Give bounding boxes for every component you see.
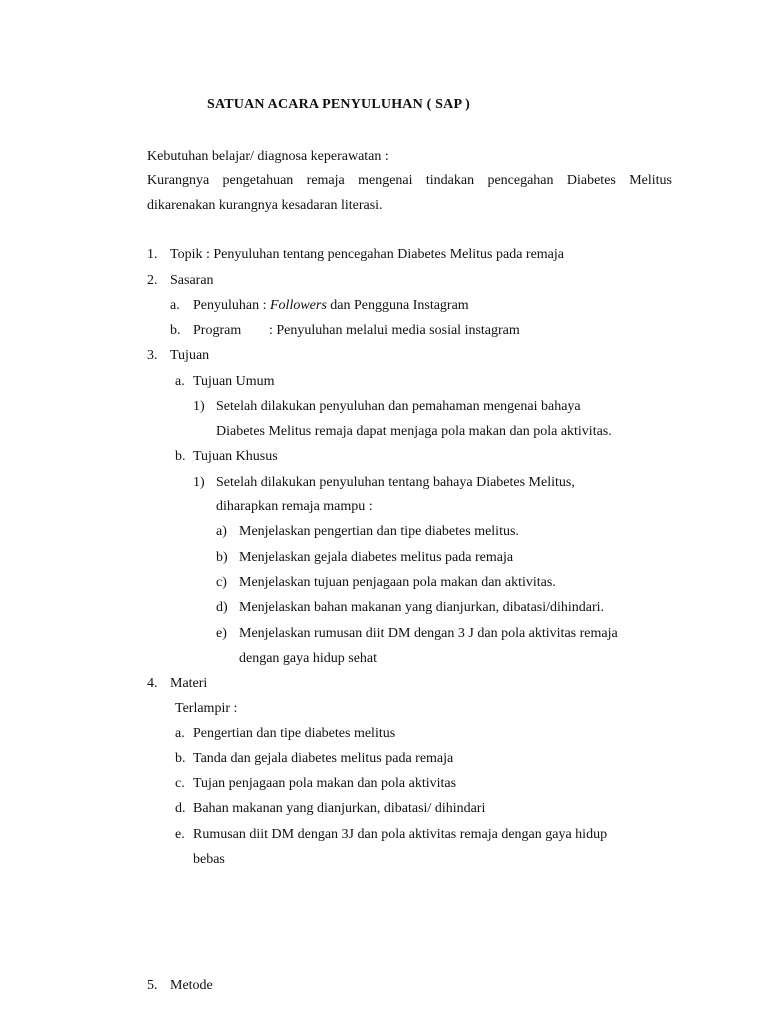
section-3b-1-line-1: Setelah dilakukan penyuluhan tentang bahaya Diabetes Melitus,	[216, 475, 575, 490]
section-3a-1-line-2: Diabetes Melitus remaja dapat menjaga pola makan dan pola aktivitas.	[216, 424, 612, 439]
objective-item: Menjelaskan rumusan diit DM dengan 3 J dan pola aktivitas remaja	[239, 626, 618, 641]
section-1-number: 1.	[147, 247, 158, 262]
section-2a-text	[193, 297, 469, 315]
material-item: Tanda dan gejala diabetes melitus pada remaja	[193, 751, 454, 766]
intro-line-2: dikarenakan kurangnya kesadaran literasi.	[147, 198, 383, 213]
objective-item-marker: d)	[216, 600, 228, 615]
section-3a-marker: a.	[175, 374, 185, 389]
objective-item: Menjelaskan tujuan penjagaan pola makan dan aktivitas.	[239, 575, 556, 590]
section-2b-rest: : Penyuluhan melalui media sosial instagram	[269, 323, 520, 338]
section-2a-italic: Followers	[270, 298, 327, 313]
objective-item-marker: b)	[216, 550, 228, 565]
section-3-number: 3.	[147, 348, 158, 363]
section-4-number: 4.	[147, 676, 158, 691]
section-2a-marker: a.	[170, 298, 180, 313]
section-3b-1-marker: 1)	[193, 475, 205, 490]
section-3b-marker: b.	[175, 449, 186, 464]
intro-label: Kebutuhan belajar/ diagnosa keperawatan :	[147, 149, 389, 164]
material-item-marker: d.	[175, 801, 186, 816]
section-2b-marker: b.	[170, 323, 181, 338]
objective-item-marker: e)	[216, 626, 227, 641]
section-3a-1-marker: 1)	[193, 399, 205, 414]
section-5-heading: Metode	[170, 978, 213, 993]
section-2-number: 2.	[147, 273, 158, 288]
section-3a-label: Tujuan Umum	[193, 374, 275, 389]
material-item-marker: e.	[175, 827, 185, 842]
material-item: Tujan penjagaan pola makan dan pola aktivitas	[193, 776, 457, 791]
document-title: SATUAN ACARA PENYULUHAN ( SAP )	[207, 97, 471, 112]
objective-item: Menjelaskan gejala diabetes melitus pada remaja	[239, 550, 514, 565]
section-4-sub: Terlampir :	[175, 701, 238, 716]
section-2a-rest: dan Pengguna Instagram	[330, 298, 469, 313]
material-item: Bahan makanan yang dianjurkan, dibatasi/ dihindari	[193, 801, 486, 816]
material-item-continuation: bebas	[193, 852, 225, 867]
section-5-number: 5.	[147, 978, 158, 993]
section-3-heading: Tujuan	[170, 348, 210, 363]
objective-item-continuation: dengan gaya hidup sehat	[239, 651, 378, 666]
section-2-heading: Sasaran	[170, 273, 214, 288]
section-1-topic: Topik : Penyuluhan tentang pencegahan Diabetes Melitus pada remaja	[170, 247, 565, 262]
material-item-marker: a.	[175, 726, 185, 741]
section-2a-label: Penyuluhan :	[193, 298, 267, 313]
section-3a-1-line-1: Setelah dilakukan penyuluhan dan pemahaman mengenai bahaya	[216, 399, 581, 414]
material-item-marker: b.	[175, 751, 186, 766]
objective-item: Menjelaskan pengertian dan tipe diabetes melitus.	[239, 524, 519, 539]
intro-line-1: Kurangnya pengetahuan remaja mengenai tindakan pencegahan Diabetes Melitus	[147, 173, 672, 188]
section-2b-label: Program	[193, 323, 242, 338]
material-item: Rumusan diit DM dengan 3J dan pola aktivitas remaja dengan gaya hidup	[193, 827, 608, 842]
section-3b-label: Tujuan Khusus	[193, 449, 278, 464]
section-4-heading: Materi	[170, 676, 208, 691]
objective-item: Menjelaskan bahan makanan yang dianjurkan, dibatasi/dihindari.	[239, 600, 605, 615]
material-item: Pengertian dan tipe diabetes melitus	[193, 726, 396, 741]
objective-item-marker: c)	[216, 575, 227, 590]
objective-item-marker: a)	[216, 524, 227, 539]
section-3b-1-line-2: diharapkan remaja mampu :	[216, 499, 373, 514]
material-item-marker: c.	[175, 776, 185, 791]
